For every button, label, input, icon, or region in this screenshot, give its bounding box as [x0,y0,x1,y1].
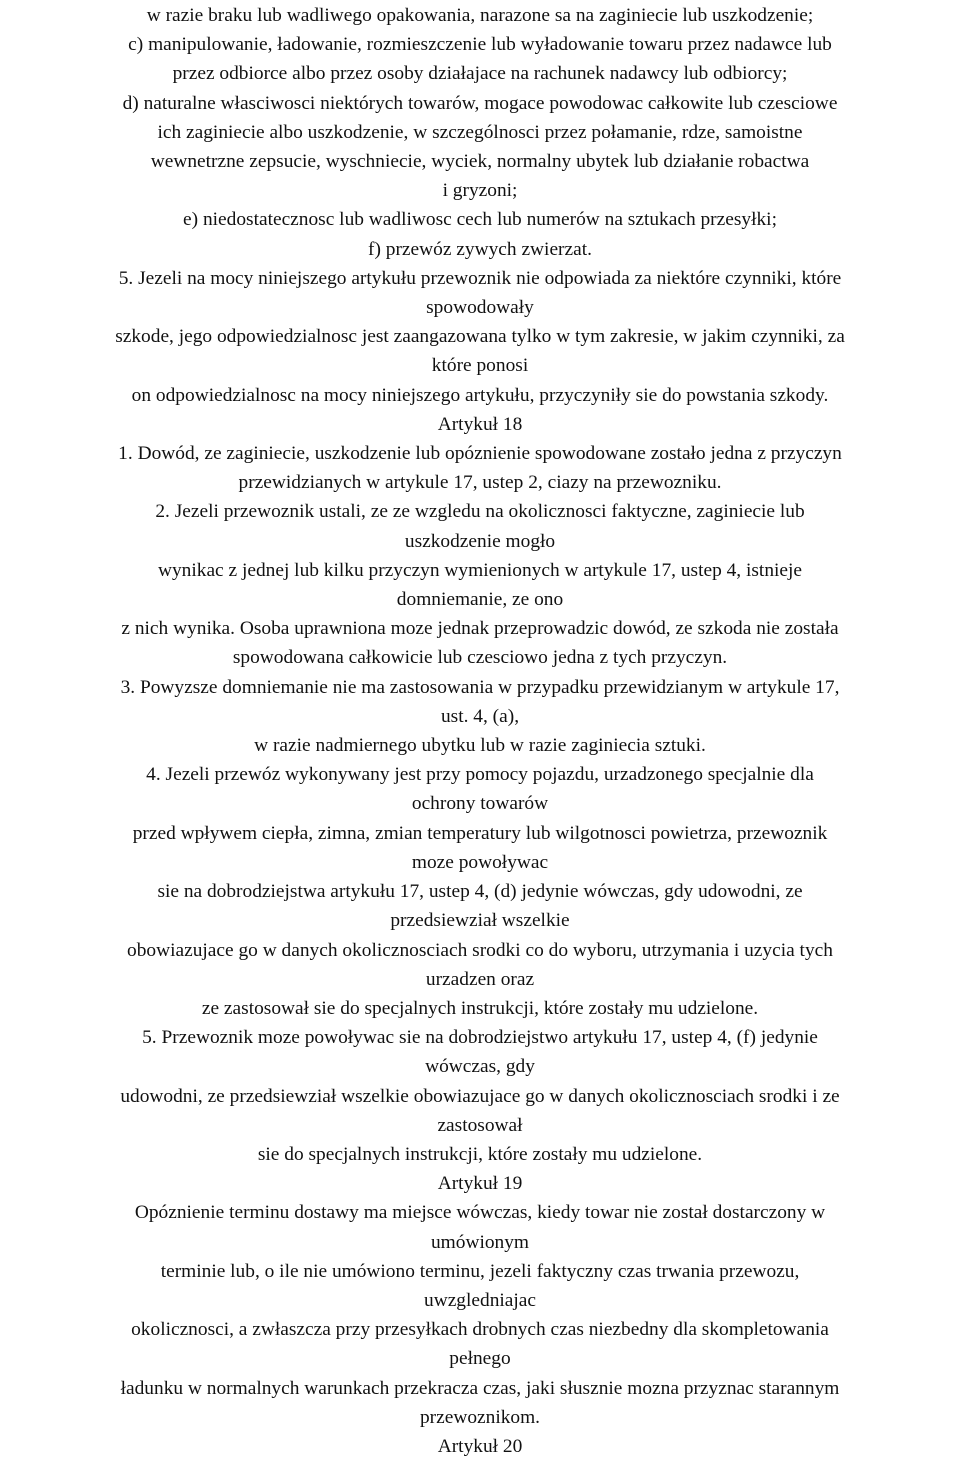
text-line: sie do specjalnych instrukcji, które zostały mu udzielone. [257,1143,703,1165]
text-line: i gryzoni; [442,180,518,202]
text-line: urzadzen oraz [425,968,535,990]
text-line: 1. Dowód, ze zaginiecie, uszkodzenie lub opóznienie spowodowane zostało jedna z przyczyn [118,443,842,465]
text-line: przewoznikom. [419,1406,541,1428]
text-line: ładunku w normalnych warunkach przekracza czas, jaki słusznie mozna przyznac starannym [120,1377,840,1399]
text-line: d) naturalne własciwosci niektórych towarów, mogace powodowac całkowite lub czesciowe [122,92,838,114]
text-line: ochrony towarów [411,793,549,815]
text-line: wówczas, gdy [425,1056,535,1078]
text-line: przez odbiorce albo przez osoby działajace na rachunek nadawcy lub odbiorcy; [172,63,788,85]
text-line: sie na dobrodziejstwa artykułu 17, ustep 4, (d) jedynie wówczas, gdy udowodni, ze [157,881,803,903]
text-line: f) przewóz zywych zwierzat. [368,238,592,260]
text-line: pełnego [449,1348,511,1370]
text-line: okolicznosci, a zwłaszcza przy przesyłkach drobnych czas niezbedny dla skompletowania [131,1319,829,1341]
text-line: przedsiewział wszelkie [390,910,570,932]
text-line: 4. Jezeli przewóz wykonywany jest przy pomocy pojazdu, urzadzonego specjalnie dla [146,764,814,786]
text-line: c) manipulowanie, ładowanie, rozmieszczenie lub wyładowanie towaru przez nadawce lub [128,34,832,56]
text-line: 5. Jezeli na mocy niniejszego artykułu przewoznik nie odpowiada za niektóre czynniki, które [118,267,842,289]
article-heading: Artykuł 20 [437,1435,523,1457]
article-heading: Artykuł 19 [437,1173,523,1195]
text-line: ich zaginiecie albo uszkodzenie, w szczególnosci przez połamanie, rdze, samoistne [157,121,803,143]
text-line: przed wpływem ciepła, zimna, zmian temperatury lub wilgotnosci powietrza, przewoznik [132,822,828,844]
text-line: przewidzianych w artykule 17, ustep 2, ciazy na przewozniku. [238,472,722,494]
text-line: udowodni, ze przedsiewział wszelkie obowiazujace go w danych okolicznosciach srodki i ze [120,1085,840,1107]
text-line: wewnetrzne zepsucie, wyschniecie, wyciek, normalny ubytek lub działanie robactwa [150,151,810,173]
text-line: 3. Powyzsze domniemanie nie ma zastosowania w przypadku przewidzianym w artykule 17, [120,676,840,698]
text-line: które ponosi [431,355,529,377]
text-line: spowodowana całkowicie lub czesciowo jedna z tych przyczyn. [232,647,728,669]
text-line: zastosował [437,1114,523,1136]
text-line: spowodowały [426,297,534,319]
text-line: obowiazujace go w danych okolicznosciach srodki co do wyboru, utrzymania i uzycia tych [127,939,833,961]
text-line: umówionym [430,1231,530,1253]
text-line: 2. Jezeli przewoznik ustali, ze ze wzgledu na okolicznosci faktyczne, zaginiecie lub [155,501,805,523]
text-line: szkode, jego odpowiedzialnosc jest zaangazowana tylko w tym zakresie, w jakim czynniki, za [115,326,845,348]
text-line: ust. 4, (a), [440,705,520,727]
text-line: z nich wynika. Osoba uprawniona moze jednak przeprowadzic dowód, ze szkoda nie została [121,618,839,640]
text-line: w razie nadmiernego ubytku lub w razie zaginiecia sztuki. [254,735,706,757]
text-line: terminie lub, o ile nie umówiono terminu, jezeli faktyczny czas trwania przewozu, [160,1260,800,1282]
text-line: e) niedostatecznosc lub wadliwosc cech lub numerów na sztukach przesyłki; [183,209,777,231]
text-line: w razie braku lub wadliwego opakowania, narazone sa na zaginiecie lub uszkodzenie; [146,5,814,26]
text-line: wynikac z jednej lub kilku przyczyn wymienionych w artykule 17, ustep 4, istnieje [157,559,803,581]
article-heading: Artykuł 18 [437,413,523,435]
text-line: uszkodzenie mogło [404,530,556,552]
text-line: domniemanie, ze ono [396,589,564,611]
text-line: 5. Przewoznik moze powoływac sie na dobrodziejstwo artykułu 17, ustep 4, (f) jedynie [142,1027,818,1049]
text-line: ze zastosował sie do specjalnych instrukcji, które zostały mu udzielone. [201,997,759,1019]
text-line: uwzgledniajac [424,1289,536,1311]
text-line: moze powoływac [411,851,549,873]
text-line: Opóznienie terminu dostawy ma miejsce wówczas, kiedy towar nie został dostarczony w [134,1202,826,1224]
text-line: on odpowiedzialnosc na mocy niniejszego artykułu, przyczyniły sie do powstania szkody. [131,384,829,406]
